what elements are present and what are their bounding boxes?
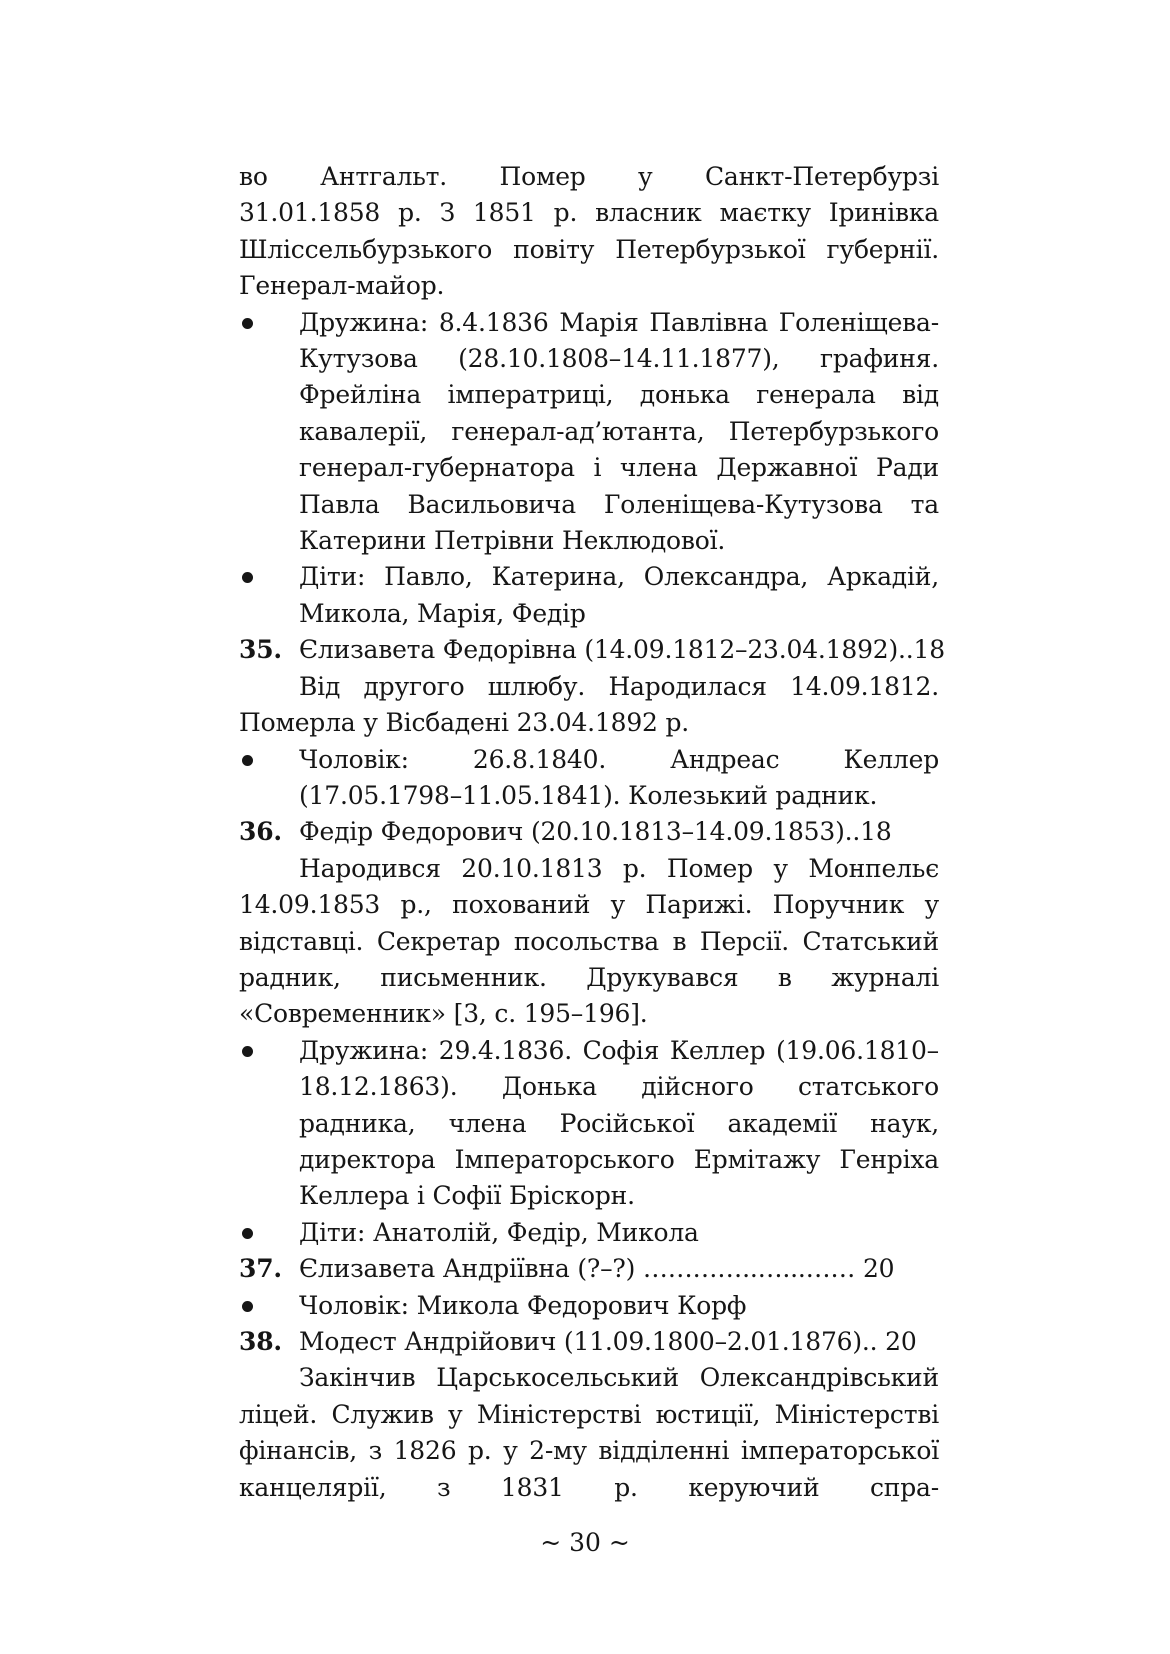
bullet-icon [242,1228,253,1239]
entry-title: Єлизавета Федорівна (14.09.1812–23.04.1892)..18 [299,635,945,665]
entry-36-bio: Народився 20.10.1813 р. Помер у Монпельє 14.09.1853 р., похований у Парижі. Поручник у відставці. Секретар посольства в Персії. Статський радник, письменник. Друкувався в журналі «Современник» [3, с. 195–196]. [239,853,939,1029]
bullet-husband-37 [239,1288,939,1324]
page-number: ~ 30 ~ [540,1528,630,1557]
intro-line: во Антгальт. Помер у Санкт-Петербурзі [239,162,939,191]
bullet-icon [242,572,253,583]
wife-text: Дружина: 29.4.1836. Софія Келлер (19.06.1810–18.12.1863). Донька дійсного статського радника, члена Російської академії наук, директора Імператорського Ермітажу Генріха Келлера і Софії Бріскорн. [299,1035,939,1211]
entry-number: 35. [239,635,282,665]
entry-number: 38. [239,1327,282,1356]
bullet-icon [242,1301,253,1312]
bullet-icon [242,755,253,766]
bullet-children [239,559,939,632]
intro-line: 31.01.1858 р. З 1851 р. власник маєтку Іринівка [239,198,939,228]
intro-line: Шліссельбурзького повіту Петербурзької губернії. [239,234,939,264]
entry-35-bio: Від другого шлюбу. Народилася 14.09.1812. Померла у Вісбадені 23.04.1892 р. [239,671,939,738]
intro-line: Генерал-майор. [239,271,445,301]
bullet-wife [239,305,939,560]
entry-number: 37. [239,1254,282,1284]
husband-text: Чоловік: 26.8.1840. Андреас Келлер (17.05.1798–11.05.1841). Колезький радник. [299,744,939,810]
children-text: Діти: Павло, Катерина, Олександра, Аркадій, Микола, Марія, Федір [299,562,939,628]
entry-title: Федір Федорович (20.10.1813–14.09.1853)..18 [299,817,892,847]
bullet-icon [242,1046,253,1057]
entry-36-heading [239,814,939,850]
entry-title: Єлизавета Андріївна (?–?) …………..…...…… 20 [299,1254,895,1284]
bullet-wife-36 [239,1033,939,1215]
entry-title: Модест Андрійович (11.09.1800–2.01.1876).. 20 [299,1327,917,1356]
entry-38-bio: Закінчив Царськосельський Олександрівський ліцей. Служив у Міністерстві юстиції, Міністерстві фінансів, з 1826 р. у 2-му відділенні імператорської канцелярії, з 1831 р. керуючий спра- [239,1363,939,1502]
bullet-husband-35 [239,742,939,815]
entry-37-heading [239,1251,939,1287]
children-text: Діти: Анатолій, Федір, Микола [299,1217,699,1247]
bullet-children-36 [239,1215,939,1251]
entry-35-heading [239,632,945,668]
entry-number: 36. [239,817,282,847]
intro-paragraph [239,159,939,305]
wife-text: Дружина: 8.4.1836 Марія Павлівна Голеніщева-Кутузова (28.10.1808–14.11.1877), графиня. Фрейліна імператриці, донька генерала від кавалерії, генерал-ад’ютанта, Петербурзького генерал-губернатора і члена Державної Ради Павла Васильовича Голеніщева-Кутузова та Катерини Петрівни Неклюдової. [299,307,939,556]
entry-38-heading [239,1324,939,1360]
bullet-icon [242,318,253,329]
husband-text: Чоловік: Микола Федорович Корф [299,1290,747,1320]
page-body [239,159,945,1506]
